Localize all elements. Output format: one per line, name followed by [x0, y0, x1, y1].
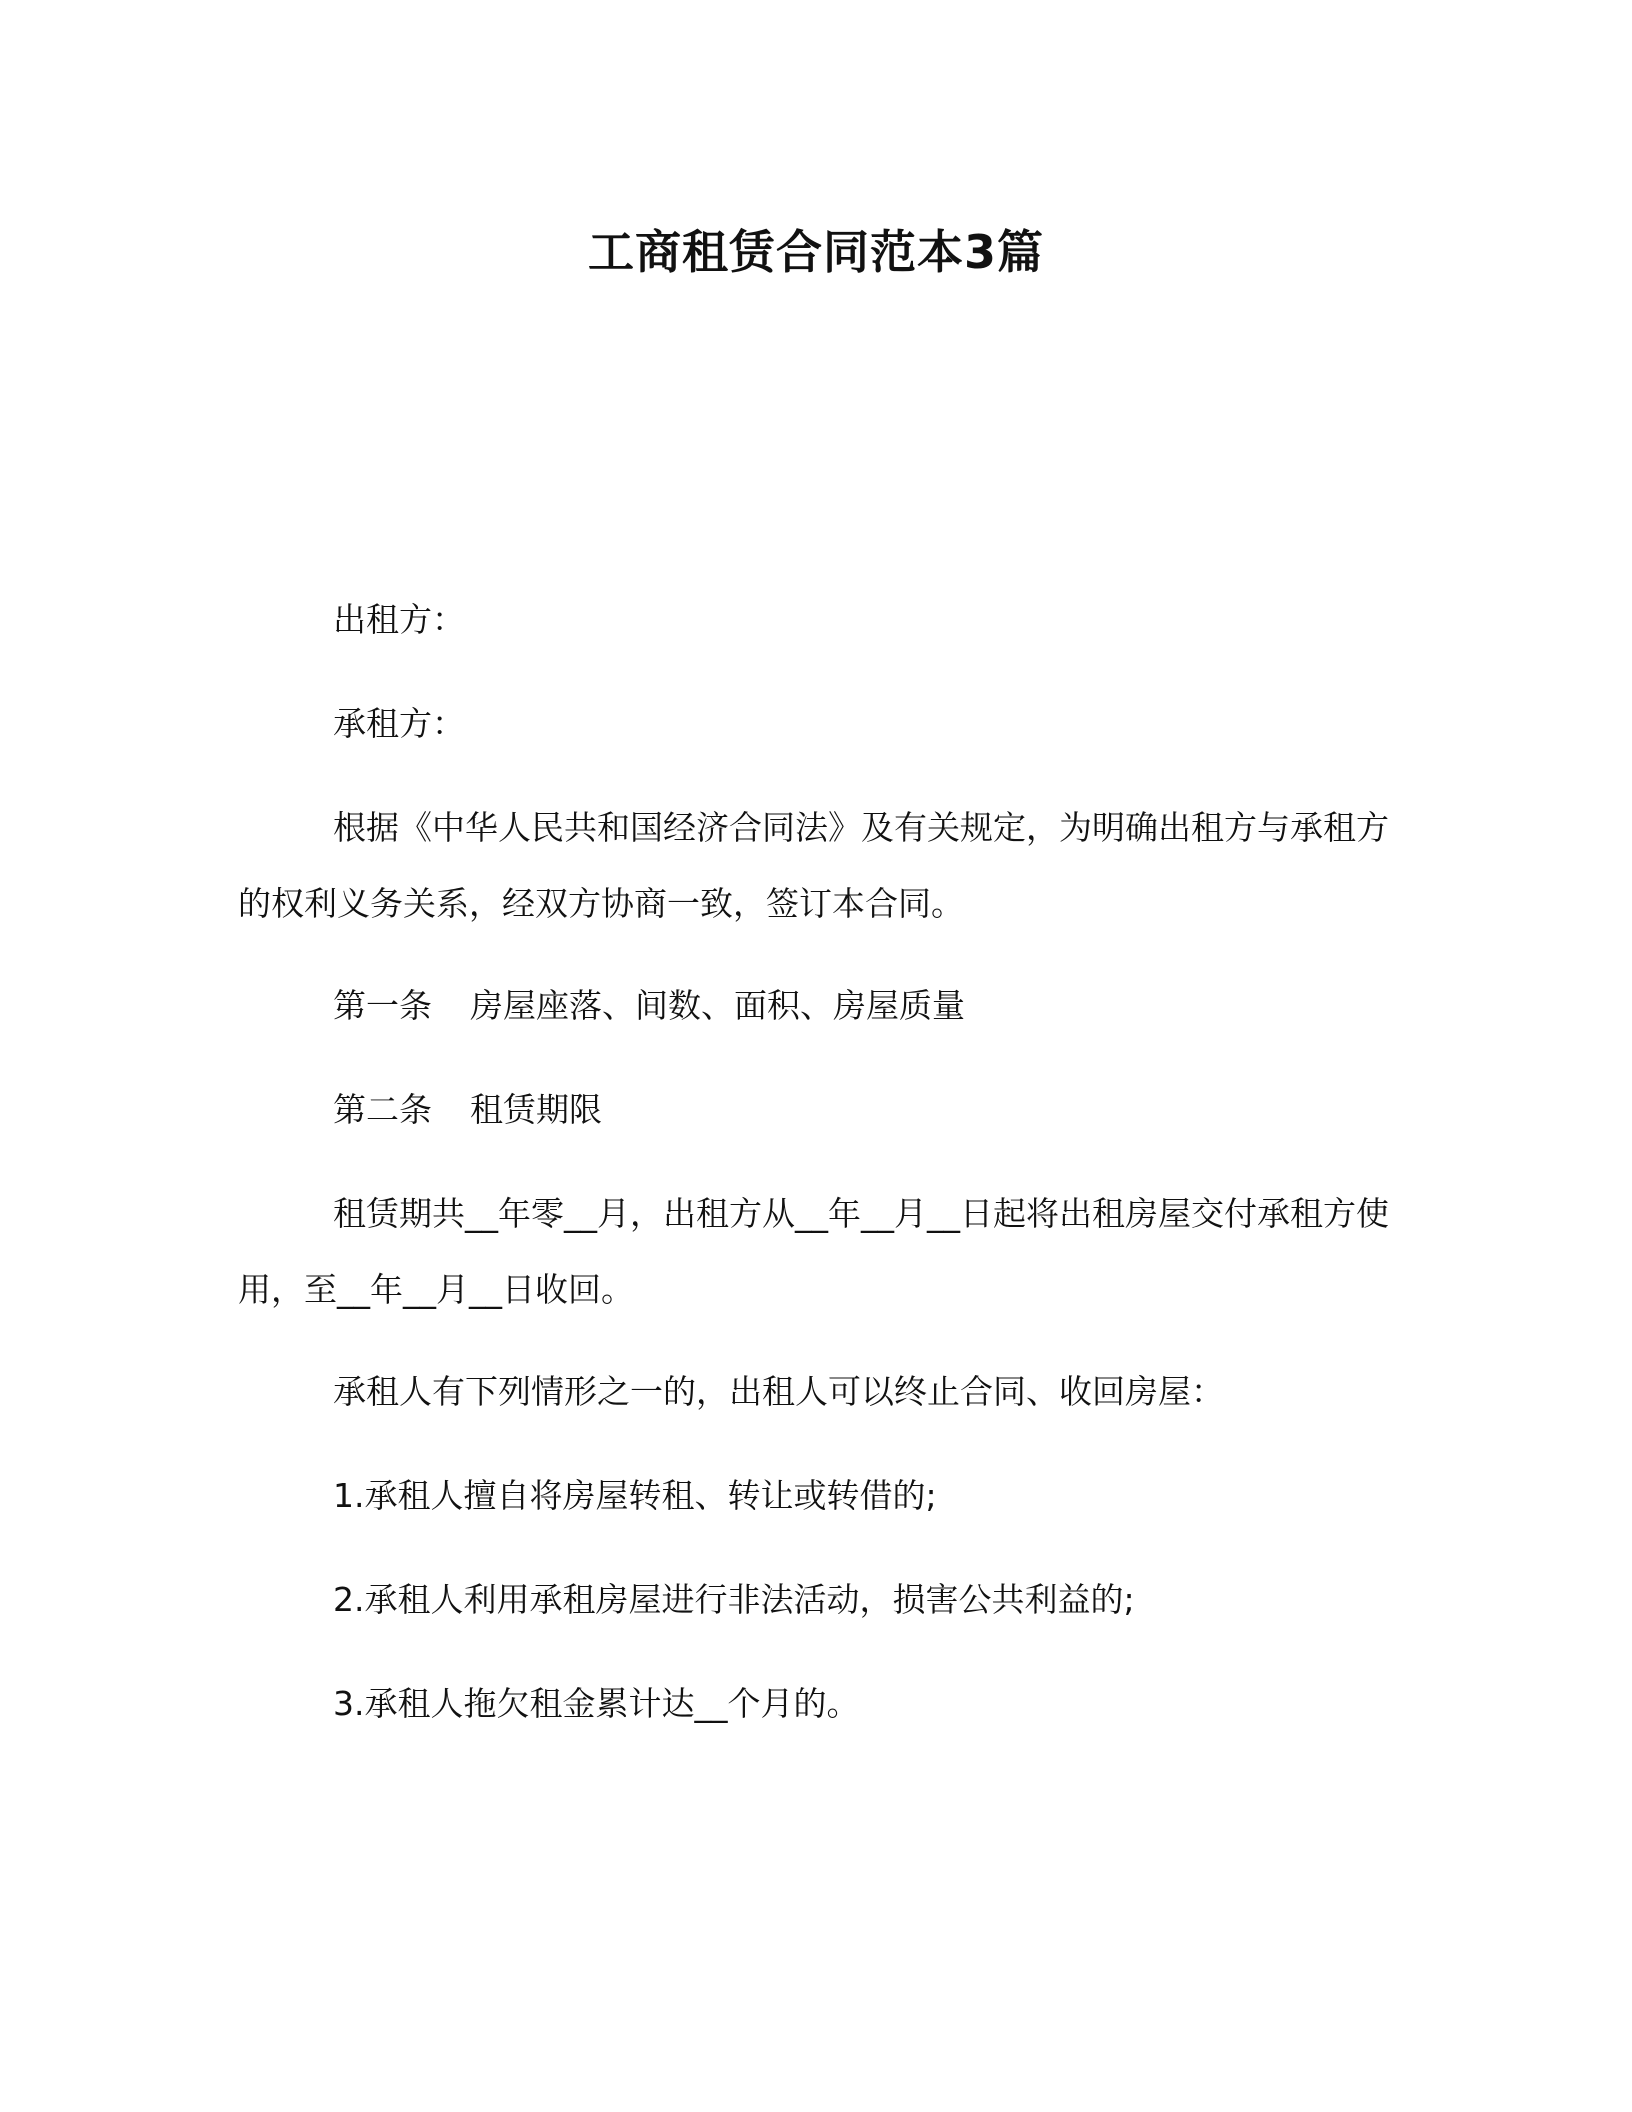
termination-item: 3.承租人拖欠租金累计达__个月的。 [333, 1684, 860, 1723]
basis-paragraph: 根据《中华人民共和国经济合同法》及有关规定，为明确出租方与承租方的权利义务关系，经双方协商一致，签订本合同。 [238, 808, 1389, 923]
term-paragraph: 租赁期共__年零__月，出租方从__年__月__日起将出租房屋交付承租方使用，至__年__月__日收回。 [238, 1194, 1389, 1309]
termination-item: 2.承租人利用承租房屋进行非法活动，损害公共利益的; [333, 1580, 1135, 1619]
article-2-heading [238, 1072, 1398, 1148]
article-1-number: 第一条 [333, 986, 432, 1025]
lessor-line: 出租方： [333, 600, 465, 639]
termination-item: 1.承租人擅自将房屋转租、转让或转借的; [333, 1476, 937, 1515]
article-2-number: 第二条 [333, 1090, 432, 1129]
termination-intro: 承租人有下列情形之一的，出租人可以终止合同、收回房屋： [333, 1372, 1224, 1411]
article-2-title: 租赁期限 [470, 1090, 602, 1129]
document-title: 工商租赁合同范本3篇 [587, 225, 1044, 279]
article-1-heading [238, 968, 1398, 1044]
lessee-line: 承租方： [333, 704, 465, 743]
article-1-title: 房屋座落、间数、面积、房屋质量 [470, 986, 965, 1025]
